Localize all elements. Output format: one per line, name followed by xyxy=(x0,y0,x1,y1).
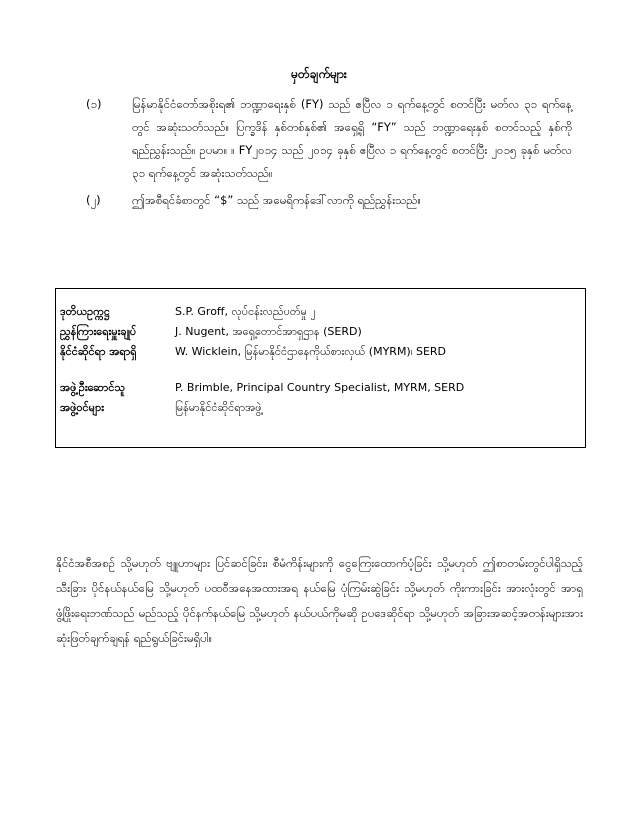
staff-row xyxy=(60,398,580,418)
staff-person: J. Nugent, အရှေ့တောင်အာရှဌာန (SERD) xyxy=(175,325,362,338)
staff-role: အဖွဲ့ဦးဆောင်သူ xyxy=(60,381,126,394)
staff-role: နိုင်ငံဆိုင်ရာ အရာရှိ xyxy=(60,345,137,358)
notes-list xyxy=(72,93,572,216)
staff-row xyxy=(60,322,580,342)
note-number: (၁) xyxy=(86,97,102,111)
staff-list xyxy=(60,302,580,418)
staff-role: အဖွဲ့ဝင်များ xyxy=(60,401,104,414)
staff-role: ညွှန်ကြားရေးမှူးချုပ် xyxy=(60,325,137,338)
note-item xyxy=(72,93,572,185)
staff-role: ဒုတိယဥက္ကဋ္ဌ xyxy=(60,305,110,318)
staff-row xyxy=(60,378,580,398)
staff-person: P. Brimble, Principal Country Specialist, MYRM, SERD xyxy=(175,381,465,394)
staff-row xyxy=(60,342,580,362)
staff-box xyxy=(55,288,586,448)
staff-person: W. Wicklein, မြန်မာနိုင်ငံဌာနေကိုယ်စားလှယ် (MYRM)၊ SERD xyxy=(175,345,447,358)
staff-person: S.P. Groff, လုပ်ငန်းလည်ပတ်မှု ၂ xyxy=(175,305,316,318)
page-title: မှတ်ချက်များ xyxy=(291,67,347,81)
note-number: (၂) xyxy=(86,193,101,207)
note-text: ဤအစီရင်ခံစာတွင် “$” သည် အမေရိကန်ဒေါ်လာကို ရည်ညွှန်းသည်။ xyxy=(132,193,421,207)
note-item xyxy=(72,189,572,212)
note-text: မြန်မာနိုင်ငံတော်အစိုးရ၏ ဘဏ္ဍာရေးနှစ် (FY) သည် ဧပြီလ ၁ ရက်နေ့တွင် စတင်ပြီး မတ်လ ၃၁ ရက်နေ့တွင် အဆုံးသတ်သည်။ ပြက္ခဒိန် နှစ်တစ်နှစ်၏ အရှေ့ရှိ “FY” သည် ဘဏ္ဍာရေးနှစ် စတင်သည့် နှစ်ကို ရည်ညွှန်းသည်။ ဥပမာ။ ။ FY၂၀၁၄ သည် ၂၀၁၄ ခုနှစ် ဧပြီလ ၁ ရက်နေ့တွင် စတင်ပြီး ၂၀၁၅ ခုနှစ် မတ်လ ၃၁ ရက်နေ့တွင် အဆုံးသတ်သည်။ xyxy=(132,97,572,180)
staff-row xyxy=(60,302,580,322)
disclaimer-paragraph: နိုင်ငံအစီအစဉ် သို့မဟုတ် ဗျူဟာများ ပြင်ဆင်ခြင်း၊ စီမံကိန်းများကို ငွေကြေးထောက်ပံ့ခြင်း သို့မဟုတ် ဤစာတမ်းတွင်ပါရှိသည့် သီးခြား ပိုင်နယ်နယ်မြေ သို့မဟုတ် ပထဝီအနေအထားအရ နယ်မြေ ပုံကြမ်းဆွဲခြင်း သို့မဟုတ် ကိုးကားခြင်း အားလုံးတွင် အာရှဖွံ့ဖြိုးရေးဘဏ်သည် မည်သည့် ပိုင်နက်နယ်မြေ သို့မဟုတ် နယ်ပယ်ကိုမဆို ဥပဒေဆိုင်ရာ သို့မဟုတ် အခြားအဆင့်အတန်းများအား ဆုံးဖြတ်ချက်ချရန် ရည်ရွယ်ခြင်းမရှိပါ။ xyxy=(56,556,583,645)
staff-person: မြန်မာနိုင်ငံဆိုင်ရာအဖွဲ့ xyxy=(175,401,262,414)
